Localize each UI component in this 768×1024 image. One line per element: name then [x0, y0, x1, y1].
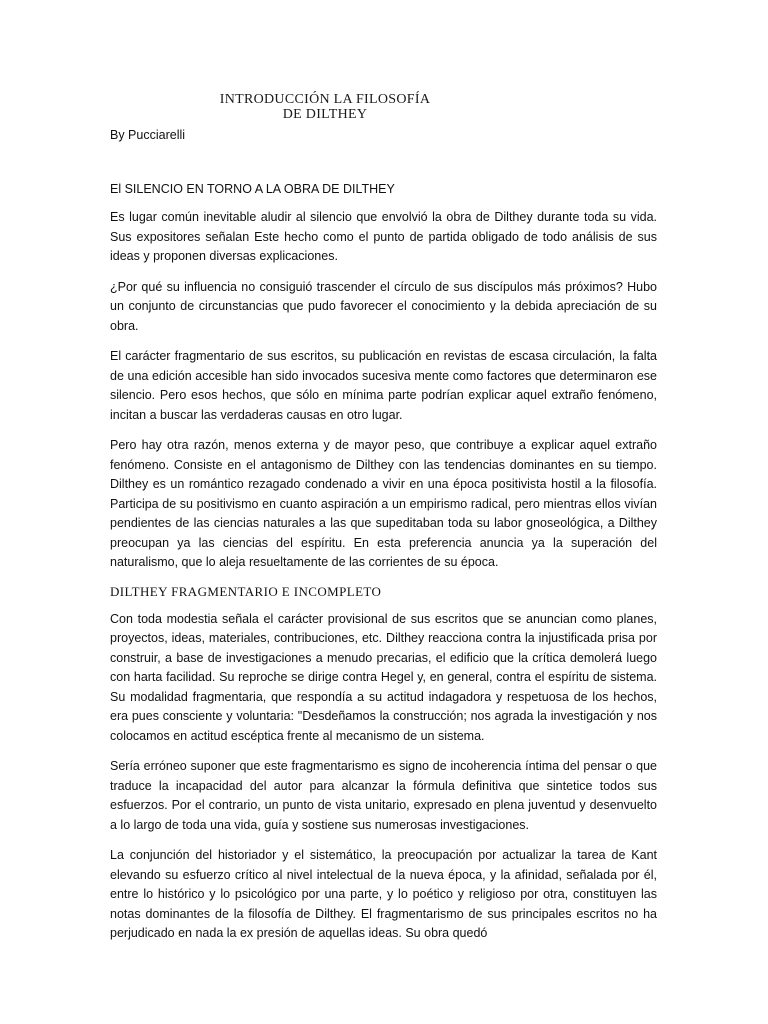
paragraph: Pero hay otra razón, menos externa y de mayor peso, que contribuye a explicar aquel extraño fenómeno. Consiste en el antagonismo de Dilthey con las tendencias dominantes en su tiempo. Dilthey es un romántico rezagado condenado a vivir en una época positivista hostil a la filosofía. Participa de su positivismo en cuanto aspiración a un empirismo radical, pero mientras ellos vivían pendientes de las ciencias naturales a las que supeditaban toda su labor gnoseológica, a Dilthey preocupan ya las ciencias del espíritu. En esta preferencia anuncia ya la superación del naturalismo, que lo aleja resueltamente de las corrientes de su época. [110, 438, 657, 569]
paragraph: Sería erróneo suponer que este fragmentarismo es signo de incoherencia íntima del pensar o que traduce la incapacidad del autor para alcanzar la fórmula definitiva que sintetice todos sus esfuerzos. Por el contrario, un punto de vista unitario, expresado en plena juventud y desenvuelto a lo largo de toda una vida, guía y sostiene sus numerosas investigaciones. [110, 759, 657, 832]
paragraph: Con toda modestia señala el carácter provisional de sus escritos que se anuncian como planes, proyectos, ideas, materiales, contribuciones, etc. Dilthey reacciona contra la injustificada prisa por construir, a base de investigaciones a menudo precarias, el edificio que la crítica demolerá luego con harta facilidad. Su reproche se dirige contra Hegel y, en general, contra el espíritu de sistema. Su modalidad fragmentaria, que respondía a su actitud indagadora y respetuosa de los hechos, era pues consciente y voluntaria: "Desdeñamos la construcción; nos agrada la investigación y nos colocamos en actitud escéptica frente al mecanismo de un sistema. [110, 611, 657, 743]
paragraph: El carácter fragmentario de sus escritos, su publicación en revistas de escasa circulación, la falta de una edición accesible han sido invocados sucesiva mente como factores que determinaron ese silencio. Pero esos hechos, que sólo en mínima parte podrían explicar aquel extraño fenómeno, incitan a buscar las verdaderas causas en otro lugar. [110, 349, 657, 422]
paragraph: ¿Por qué su influencia no consiguió trascender el círculo de sus discípulos más próximos? Hubo un conjunto de circunstancias que pudo favorecer el conocimiento y la debida apreciación de su obra. [110, 279, 657, 333]
section-heading-silencio: El SILENCIO EN TORNO A LA OBRA DE DILTHEY [110, 182, 395, 196]
title-line-2: DE DILTHEY [282, 107, 368, 122]
paragraph: La conjunción del historiador y el sistemático, la preocupación por actualizar la tarea de Kant elevando su esfuerzo crítico al nivel intelectual de la nueva época, y la afinidad, señalada por él, entre lo histórico y lo psicológico por una parte, y lo poético y religioso por otra, constituyen las notas dominantes de la filosofía de Dilthey. El fragmentarismo de sus principales escritos no ha perjudicado en nada la ex presión de aquellas ideas. Su obra quedó [110, 848, 657, 940]
section-heading-fragmentario: DILTHEY FRAGMENTARIO E INCOMPLETO [110, 583, 382, 599]
paragraph: Es lugar común inevitable aludir al silencio que envolvió la obra de Dilthey durante toda su vida. Sus expositores señalan Este hecho como el punto de partida obligado de todo análisis de sus ideas y proponen diversas explicaciones. [110, 210, 657, 263]
author-byline: By Pucciarelli [110, 128, 186, 142]
document-page [110, 86, 657, 955]
document-title [110, 92, 540, 122]
title-line-1: INTRODUCCIÓN LA FILOSOFÍA [219, 92, 431, 107]
